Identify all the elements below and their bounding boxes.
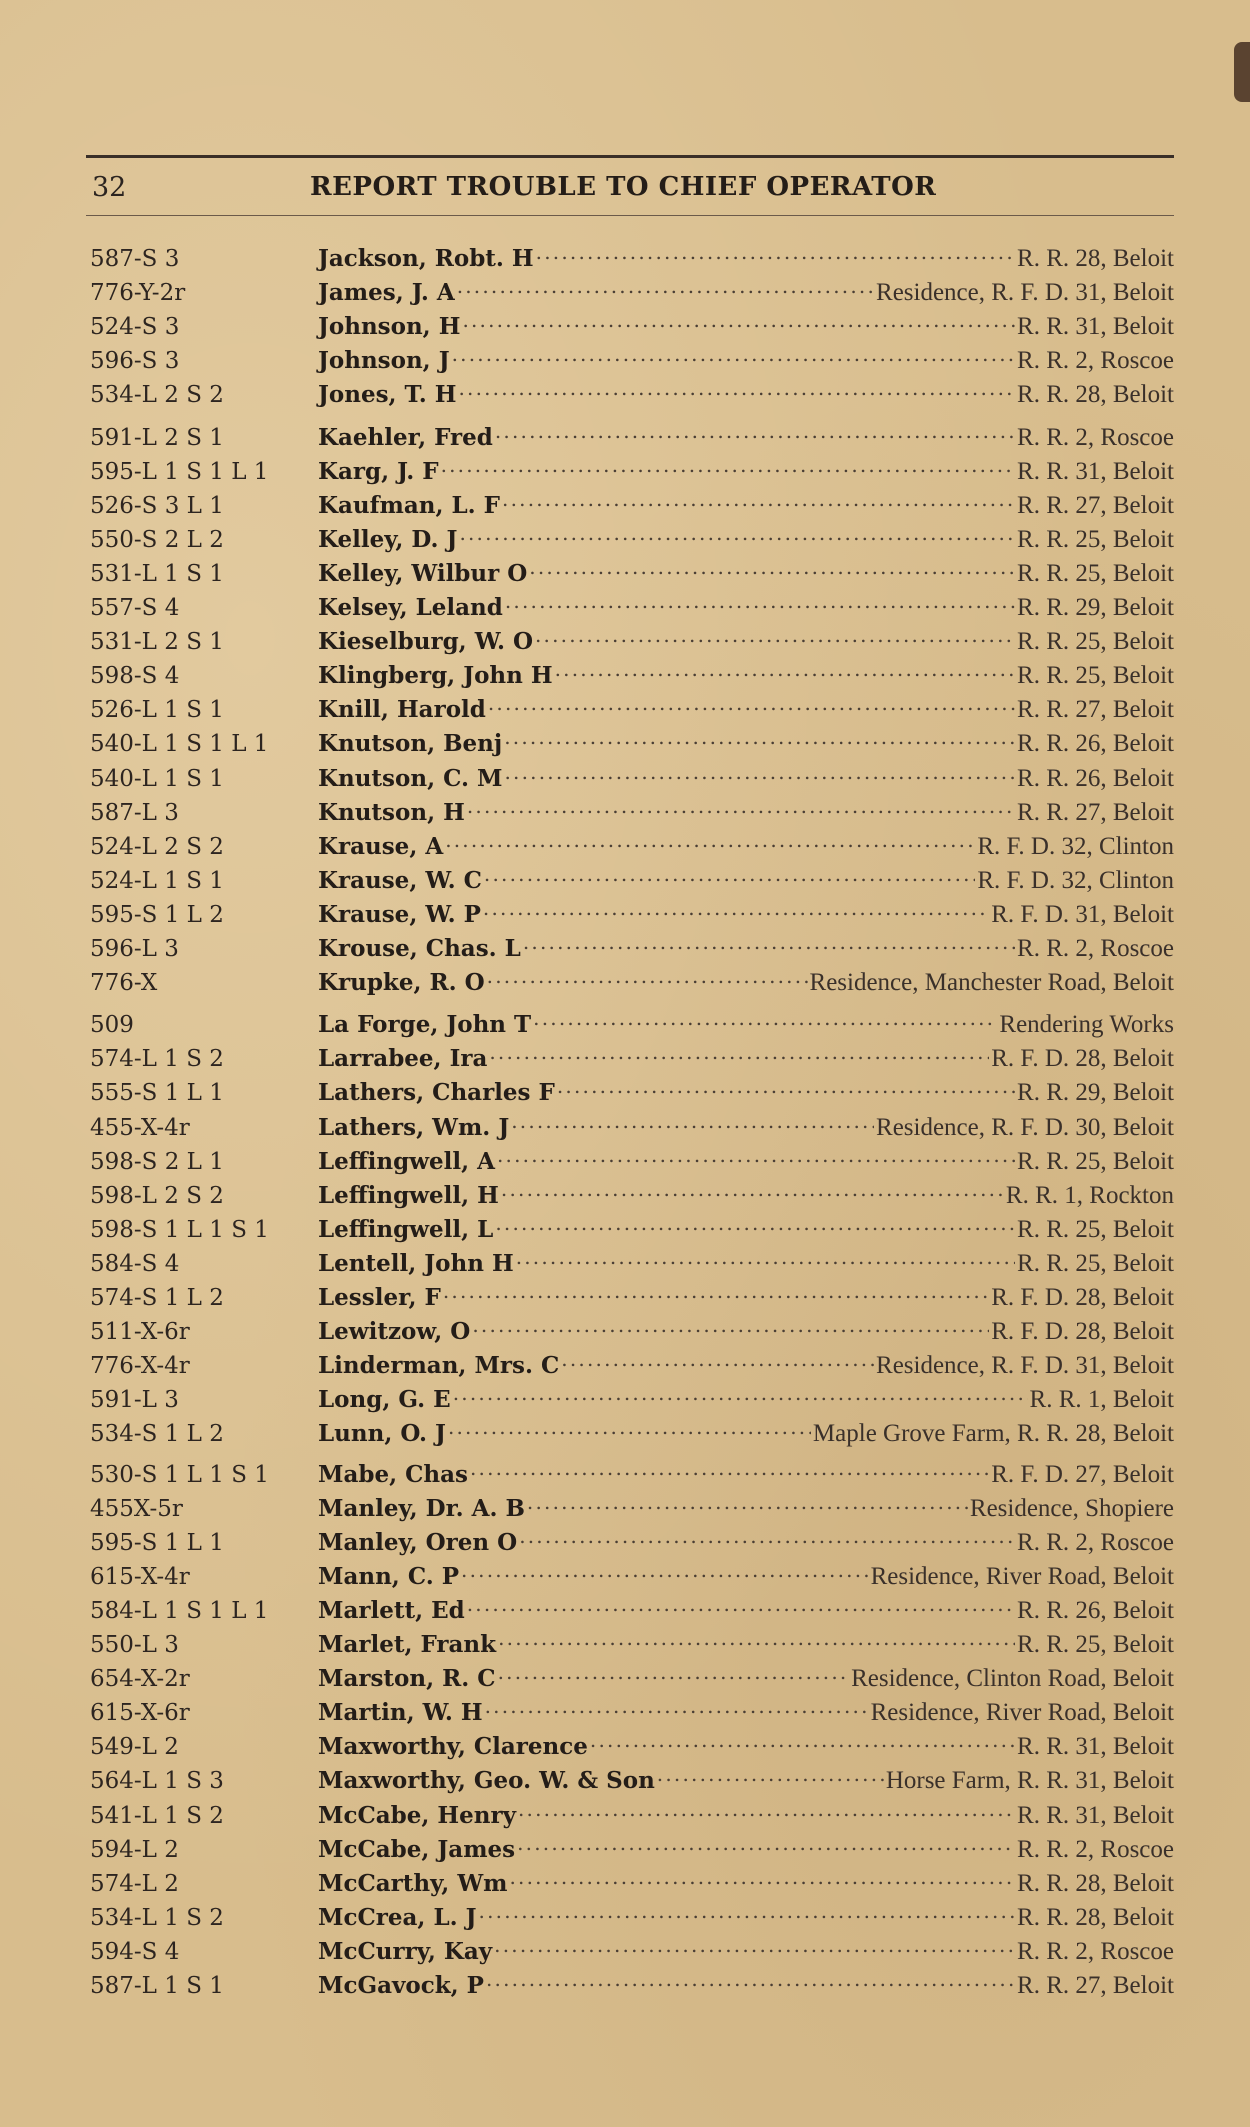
directory-entry: [86, 723, 1176, 757]
directory-entry: [86, 1726, 1176, 1760]
dot-leader: [516, 1243, 1015, 1271]
subscriber-name: Kaufman, L. F: [318, 491, 501, 519]
subscriber-name: Mabe, Chas: [318, 1460, 468, 1488]
directory-entry: [86, 553, 1176, 587]
dot-leader: [498, 1658, 850, 1686]
subscriber-name: Kelley, D. J: [318, 525, 458, 553]
subscriber-address: R. R. 25, Beloit: [1017, 628, 1174, 656]
directory-entry: [86, 1277, 1176, 1311]
telephone-number: 574-L 2: [90, 1870, 179, 1897]
subscriber-name: Knutson, Benj: [318, 730, 503, 758]
telephone-number: 530-S 1 L 1 S 1: [90, 1461, 269, 1488]
subscriber-address: R. R. 2, Roscoe: [1017, 347, 1174, 375]
subscriber-name: Johnson, J: [318, 347, 450, 375]
subscriber-address: R. R. 28, Beloit: [1017, 245, 1174, 272]
subscriber-address: Residence, R. F. D. 31, Beloit: [876, 279, 1174, 307]
subscriber-name: Krupke, R. O: [318, 969, 485, 997]
telephone-number: 598-S 2 L 1: [90, 1148, 224, 1175]
directory-entry: [86, 374, 1176, 408]
telephone-number: 598-S 4: [90, 663, 180, 690]
dot-leader: [527, 1488, 968, 1516]
header-rule-top: [86, 155, 1174, 158]
dot-leader: [443, 1277, 989, 1305]
subscriber-name: Kieselburg, W. O: [318, 628, 533, 656]
subscriber-name: Leffingwell, H: [318, 1181, 499, 1209]
telephone-number: 587-S 3: [90, 246, 180, 272]
directory-entry: [86, 689, 1176, 723]
directory-entry: [86, 272, 1176, 306]
subscriber-address: R. R. 2, Roscoe: [1017, 423, 1174, 451]
telephone-number: 574-S 1 L 2: [90, 1285, 224, 1311]
directory-entry: [86, 1931, 1176, 1965]
subscriber-name: Marlett, Ed: [318, 1596, 465, 1624]
subscriber-name: James, J. A: [318, 279, 455, 307]
dot-leader: [458, 374, 1015, 402]
subscriber-address: R. R. 26, Beloit: [1017, 730, 1174, 758]
subscriber-name: Krause, W. C: [318, 866, 482, 894]
page-number: 32: [92, 172, 127, 203]
subscriber-address: R. F. D. 27, Beloit: [991, 1460, 1174, 1488]
directory-entry: [86, 860, 1176, 894]
subscriber-address: R. R. 31, Beloit: [1017, 1801, 1174, 1829]
directory-entry: [86, 1311, 1176, 1345]
subscriber-name: Lewitzow, O: [318, 1318, 471, 1346]
telephone-number: 524-L 1 S 1: [90, 867, 224, 894]
subscriber-name: Leffingwell, A: [318, 1147, 495, 1175]
telephone-number: 587-L 3: [90, 799, 179, 826]
subscriber-address: R. F. D. 32, Clinton: [977, 866, 1174, 894]
telephone-number: 564-L 1 S 3: [90, 1768, 224, 1795]
subscriber-address: R. R. 2, Roscoe: [1017, 935, 1174, 962]
subscriber-name: Maxworthy, Clarence: [318, 1733, 588, 1761]
dot-leader: [536, 238, 1015, 266]
dot-leader: [561, 1345, 874, 1373]
subscriber-address: R. R. 27, Beloit: [1017, 1972, 1174, 1999]
directory-entry: [86, 962, 1176, 996]
telephone-number: 591-L 2 S 1: [90, 424, 224, 451]
subscriber-name: Martin, W. H: [318, 1699, 483, 1727]
dot-leader: [457, 272, 874, 300]
dot-leader: [485, 1692, 869, 1720]
header-rule-bottom: [86, 215, 1174, 216]
subscriber-name: Lentell, John H: [318, 1249, 514, 1277]
dot-leader: [657, 1760, 884, 1788]
directory-entry: [86, 451, 1176, 485]
dot-leader: [494, 1931, 1015, 1959]
telephone-number: 557-S 4: [90, 595, 180, 621]
subscriber-name: Kaehler, Fred: [318, 423, 493, 451]
dot-leader: [472, 1311, 989, 1339]
dot-leader: [535, 621, 1015, 649]
dot-leader: [470, 1454, 989, 1482]
dot-leader: [519, 1522, 1015, 1550]
telephone-number: 550-S 2 L 2: [90, 526, 224, 553]
dot-leader: [504, 758, 1015, 786]
directory-entry: [86, 485, 1176, 519]
subscriber-address: R. R. 29, Beloit: [1017, 594, 1174, 621]
telephone-number: 595-L 1 S 1 L 1: [90, 458, 269, 485]
subscriber-address: R. R. 25, Beloit: [1017, 1249, 1174, 1277]
dot-leader: [448, 1413, 811, 1441]
subscriber-name: Lathers, Charles F: [318, 1079, 555, 1107]
subscriber-address: R. F. D. 28, Beloit: [991, 1318, 1174, 1346]
subscriber-name: Klingberg, John H: [318, 662, 553, 690]
directory-entry: [86, 621, 1176, 655]
subscriber-name: Mann, C. P: [318, 1562, 460, 1590]
telephone-number: 555-S 1 L 1: [90, 1080, 224, 1107]
directory-entry: [86, 1209, 1176, 1243]
directory-entry: [86, 1590, 1176, 1624]
dot-leader: [497, 1141, 1015, 1169]
telephone-number: 541-L 1 S 2: [90, 1802, 224, 1829]
subscriber-address: R. R. 26, Beloit: [1017, 1596, 1174, 1624]
dot-leader: [489, 1038, 989, 1066]
dot-leader: [487, 962, 808, 990]
subscriber-address: R. R. 25, Beloit: [1017, 559, 1174, 587]
directory-entry: [86, 1004, 1176, 1038]
subscriber-name: Knill, Harold: [318, 696, 486, 724]
subscriber-name: Marston, R. C: [318, 1665, 496, 1693]
subscriber-name: Johnson, H: [318, 313, 461, 341]
dot-leader: [517, 1829, 1015, 1857]
telephone-number: 591-L 3: [90, 1387, 179, 1414]
telephone-number: 455X-5r: [90, 1495, 183, 1522]
subscriber-address: R. R. 31, Beloit: [1017, 313, 1174, 341]
subscriber-address: Rendering Works: [999, 1011, 1174, 1039]
subscriber-address: R. R. 27, Beloit: [1017, 798, 1174, 826]
dot-leader: [495, 417, 1015, 445]
telephone-number: 595-S 1 L 1: [90, 1529, 224, 1556]
dot-leader: [505, 587, 1015, 615]
subscriber-address: R. R. 1, Beloit: [1029, 1386, 1174, 1414]
directory-entry: [86, 1488, 1176, 1522]
directory-entry: [86, 758, 1176, 792]
telephone-number: 534-S 1 L 2: [90, 1421, 224, 1448]
subscriber-address: Residence, Shopiere: [969, 1494, 1174, 1522]
subscriber-name: Maxworthy, Geo. W. & Son: [318, 1767, 655, 1795]
subscriber-name: La Forge, John T: [318, 1011, 532, 1039]
subscriber-name: Knutson, C. M: [318, 764, 503, 792]
telephone-number: 534-L 1 S 2: [90, 1904, 224, 1931]
subscriber-address: Residence, R. F. D. 30, Beloit: [876, 1113, 1174, 1141]
dot-leader: [495, 1209, 1015, 1237]
directory-entry: [86, 1556, 1176, 1590]
subscriber-address: Residence, River Road, Beloit: [870, 1562, 1174, 1590]
directory-entry: [86, 826, 1176, 860]
dot-leader: [502, 485, 1015, 513]
subscriber-name: Lessler, F: [318, 1284, 441, 1311]
telephone-number: 574-L 1 S 2: [90, 1046, 224, 1073]
directory-entry: [86, 1379, 1176, 1413]
subscriber-address: Residence, Manchester Road, Beloit: [809, 969, 1174, 997]
subscriber-address: R. R. 26, Beloit: [1017, 764, 1174, 792]
telephone-number: 524-L 2 S 2: [90, 833, 224, 860]
directory-entry: [86, 1829, 1176, 1863]
directory-entry: [86, 1863, 1176, 1897]
telephone-number: 540-L 1 S 1: [90, 765, 224, 792]
telephone-number: 587-L 1 S 1: [90, 1973, 224, 1999]
directory-entry: [86, 928, 1176, 962]
subscriber-name: Knutson, H: [318, 798, 465, 826]
subscriber-address: R. R. 28, Beloit: [1017, 1869, 1174, 1897]
telephone-number: 596-L 3: [90, 936, 179, 962]
telephone-number: 594-L 2: [90, 1836, 179, 1863]
telephone-number: 584-S 4: [90, 1250, 180, 1277]
subscriber-name: Larrabee, Ira: [318, 1045, 488, 1073]
subscriber-name: Krause, W. P: [318, 900, 481, 928]
dot-leader: [441, 451, 1015, 479]
telephone-number: 615-X-6r: [90, 1700, 190, 1727]
subscriber-name: Jackson, Robt. H: [318, 245, 534, 272]
dot-leader: [467, 792, 1015, 820]
dot-leader: [504, 723, 1015, 751]
telephone-number: 584-L 1 S 1 L 1: [90, 1597, 269, 1624]
subscriber-address: R. R. 25, Beloit: [1017, 1631, 1174, 1658]
directory-entry: [86, 1692, 1176, 1726]
telephone-number: 531-L 2 S 1: [90, 629, 224, 656]
telephone-number: 511-X-6r: [90, 1319, 190, 1346]
subscriber-address: R. R. 25, Beloit: [1017, 1215, 1174, 1243]
directory-entry: [86, 1072, 1176, 1106]
dot-leader: [529, 553, 1015, 581]
directory-entry: [86, 1522, 1176, 1556]
subscriber-address: R. R. 2, Roscoe: [1017, 1937, 1174, 1965]
subscriber-address: R. R. 25, Beloit: [1017, 662, 1174, 690]
dot-leader: [461, 1556, 869, 1584]
subscriber-address: R. R. 2, Roscoe: [1017, 1835, 1174, 1863]
subscriber-name: Manley, Oren O: [318, 1528, 518, 1556]
dot-leader: [453, 1379, 1028, 1407]
subscriber-name: Karg, J. F: [318, 457, 439, 485]
directory-entry: [86, 1897, 1176, 1931]
subscriber-address: Residence, River Road, Beloit: [870, 1699, 1174, 1727]
dot-leader: [462, 306, 1015, 334]
telephone-number: 534-L 2 S 2: [90, 382, 224, 409]
directory-entry: [86, 1624, 1176, 1658]
subscriber-name: Lathers, Wm. J: [318, 1113, 510, 1141]
subscriber-name: Manley, Dr. A. B: [318, 1494, 525, 1522]
directory-entry: [86, 1141, 1176, 1175]
telephone-number: 524-S 3: [90, 314, 180, 341]
subscriber-address: R. R. 31, Beloit: [1017, 457, 1174, 485]
subscriber-address: R. R. 31, Beloit: [1017, 1733, 1174, 1761]
dot-leader: [479, 1897, 1016, 1925]
telephone-number: 654-X-2r: [90, 1666, 190, 1693]
subscriber-address: R. F. D. 31, Beloit: [991, 900, 1174, 928]
telephone-number: 526-L 1 S 1: [90, 697, 224, 724]
dot-leader: [498, 1624, 1015, 1652]
dot-leader: [467, 1590, 1015, 1618]
subscriber-name: Kelsey, Leland: [318, 594, 503, 621]
dot-leader: [518, 1795, 1015, 1823]
dot-leader: [483, 894, 989, 922]
subscriber-address: R. R. 28, Beloit: [1017, 381, 1174, 409]
page-edge-mark: [1234, 42, 1250, 102]
directory-entry: [86, 238, 1176, 272]
telephone-number: 455-X-4r: [90, 1114, 190, 1141]
subscriber-name: McCrea, L. J: [318, 1903, 477, 1931]
subscriber-name: McGavock, P: [318, 1972, 484, 1999]
subscriber-name: Lunn, O. J: [318, 1420, 446, 1448]
directory-entry: [86, 1413, 1176, 1447]
dot-leader: [452, 340, 1015, 368]
subscriber-address: R. R. 25, Beloit: [1017, 525, 1174, 553]
dot-leader: [590, 1726, 1015, 1754]
telephone-number: 531-L 1 S 1: [90, 560, 224, 587]
telephone-number: 596-S 3: [90, 348, 180, 375]
dot-leader: [486, 1965, 1015, 1993]
subscriber-name: McCurry, Kay: [318, 1937, 493, 1965]
directory-entry: [86, 1345, 1176, 1379]
dot-leader: [557, 1072, 1015, 1100]
directory-entry: [86, 792, 1176, 826]
telephone-number: 776-Y-2r: [90, 280, 186, 307]
directory-entry: [86, 587, 1176, 621]
dot-leader: [445, 826, 975, 854]
dot-leader: [501, 1175, 1004, 1203]
subscriber-name: McCabe, James: [318, 1835, 516, 1863]
directory-entry: [86, 340, 1176, 374]
subscriber-name: McCarthy, Wm: [318, 1869, 508, 1897]
telephone-number: 615-X-4r: [90, 1563, 190, 1590]
telephone-number: 509: [90, 1012, 134, 1039]
directory-entry: [86, 1454, 1176, 1488]
directory-entry: [86, 1795, 1176, 1829]
directory-entry: [86, 1107, 1176, 1141]
telephone-number: 526-S 3 L 1: [90, 492, 224, 519]
directory-entry: [86, 1658, 1176, 1692]
directory-entry: [86, 655, 1176, 689]
subscriber-name: Jones, T. H: [318, 381, 457, 409]
subscriber-address: R. R. 1, Rockton: [1005, 1181, 1174, 1209]
directory-entry: [86, 306, 1176, 340]
subscriber-address: R. F. D. 32, Clinton: [977, 832, 1174, 860]
telephone-number: 595-S 1 L 2: [90, 901, 224, 928]
subscriber-name: Krause, A: [318, 832, 444, 860]
subscriber-address: R. R. 27, Beloit: [1017, 491, 1174, 519]
directory-entry: [86, 519, 1176, 553]
directory-entry: [86, 1760, 1176, 1794]
telephone-number: 598-L 2 S 2: [90, 1182, 224, 1209]
subscriber-name: Leffingwell, L: [318, 1215, 494, 1243]
subscriber-address: R. R. 28, Beloit: [1017, 1903, 1174, 1931]
dot-leader: [511, 1107, 874, 1135]
dot-leader: [509, 1863, 1015, 1891]
subscriber-address: Residence, Clinton Road, Beloit: [851, 1665, 1174, 1693]
subscriber-name: Kelley, Wilbur O: [318, 559, 528, 587]
telephone-number: 550-L 3: [90, 1632, 179, 1658]
directory-entry: [86, 1038, 1176, 1072]
directory-entry: [86, 894, 1176, 928]
directory-entry: [86, 1965, 1176, 1999]
subscriber-address: Residence, R. F. D. 31, Beloit: [876, 1352, 1174, 1380]
dot-leader: [459, 519, 1015, 547]
subscriber-address: R. R. 2, Roscoe: [1017, 1528, 1174, 1556]
dot-leader: [488, 689, 1015, 717]
subscriber-name: Linderman, Mrs. C: [318, 1352, 560, 1380]
dot-leader: [523, 928, 1015, 956]
directory-entry: [86, 1175, 1176, 1209]
telephone-number: 549-L 2: [90, 1734, 179, 1761]
subscriber-address: Maple Grove Farm, R. R. 28, Beloit: [812, 1420, 1174, 1448]
subscriber-address: R. R. 29, Beloit: [1017, 1079, 1174, 1107]
telephone-number: 594-S 4: [90, 1938, 180, 1965]
subscriber-address: R. F. D. 28, Beloit: [991, 1284, 1174, 1311]
dot-leader: [533, 1004, 997, 1032]
telephone-number: 776-X-4r: [90, 1353, 190, 1380]
page-header: REPORT TROUBLE TO CHIEF OPERATOR: [310, 172, 937, 202]
subscriber-name: McCabe, Henry: [318, 1801, 516, 1829]
subscriber-address: R. R. 25, Beloit: [1017, 1147, 1174, 1175]
subscriber-address: R. R. 27, Beloit: [1017, 696, 1174, 724]
subscriber-name: Marlet, Frank: [318, 1631, 497, 1658]
telephone-number: 598-S 1 L 1 S 1: [90, 1216, 269, 1243]
subscriber-address: R. F. D. 28, Beloit: [991, 1045, 1174, 1073]
directory-entry: [86, 1243, 1176, 1277]
telephone-number: 776-X: [90, 970, 158, 997]
subscriber-name: Krouse, Chas. L: [318, 935, 521, 962]
dot-leader: [484, 860, 975, 888]
dot-leader: [555, 655, 1015, 683]
directory-entry: [86, 417, 1176, 451]
subscriber-name: Long, G. E: [318, 1386, 451, 1414]
telephone-number: 540-L 1 S 1 L 1: [90, 731, 269, 758]
subscriber-address: Horse Farm, R. R. 31, Beloit: [885, 1767, 1174, 1795]
